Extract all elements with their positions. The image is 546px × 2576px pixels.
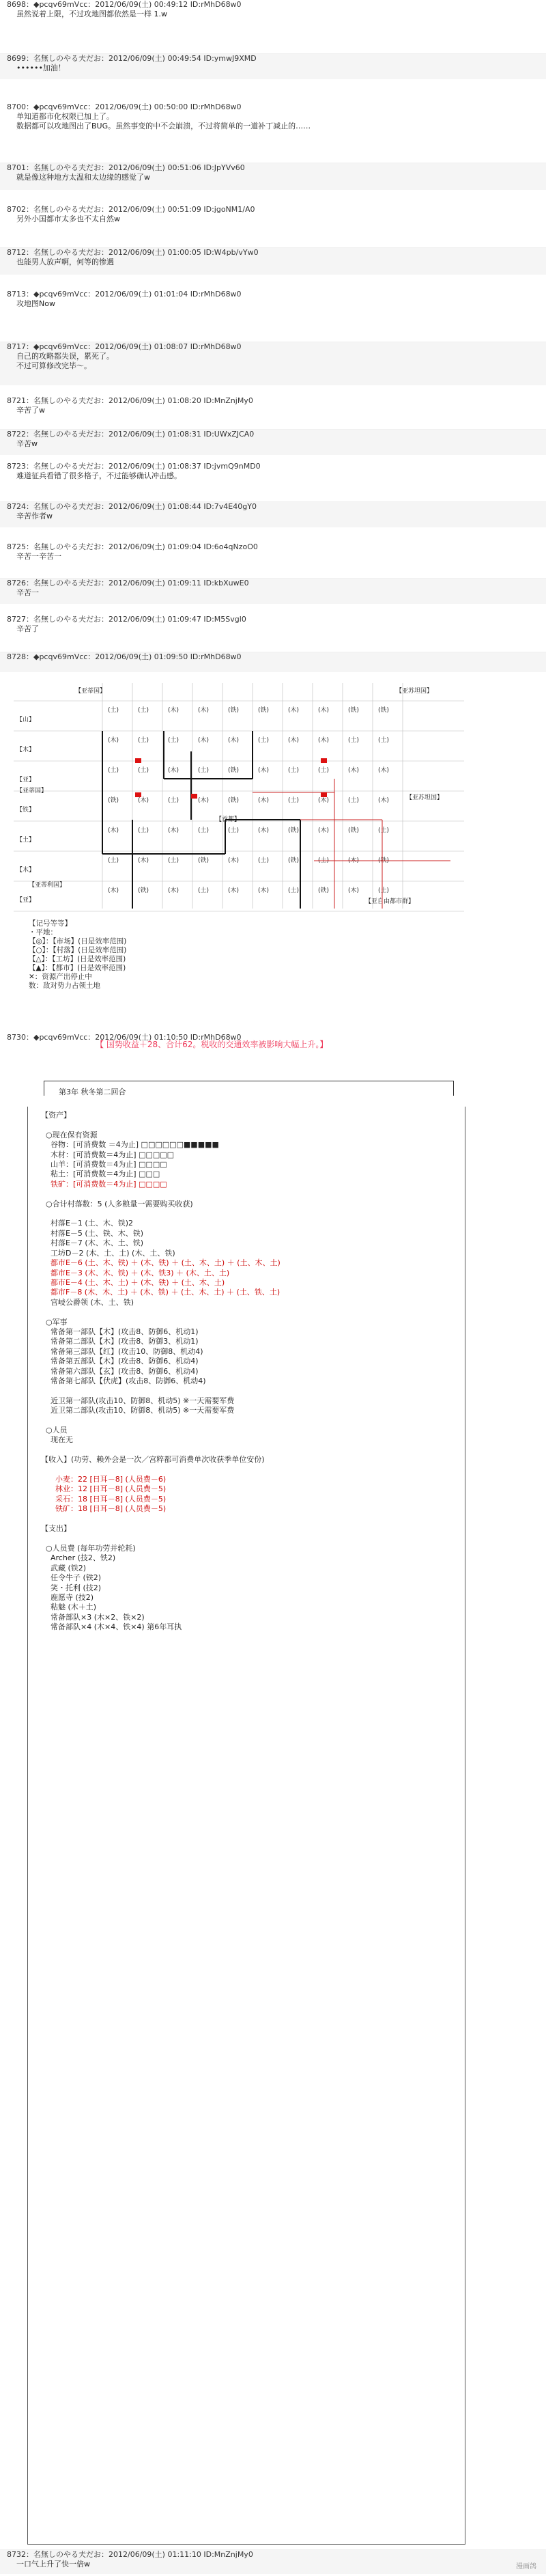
- post-line: 辛苦一: [16, 588, 39, 597]
- status-line: [41, 1189, 281, 1199]
- legend-line: 【△】：【工坊】(日是效率范围): [29, 955, 126, 963]
- map-cell: (木): [168, 767, 179, 774]
- status-line: ○人员费 (每年功劳并轮耗): [41, 1543, 136, 1553]
- status-line: 常备第六部队【玄】(攻击8、防御6、机动4): [41, 1366, 199, 1376]
- legend-line: 数：敌对势力占领土地: [29, 982, 100, 990]
- map-cell: (木): [138, 797, 149, 804]
- post: [0, 342, 546, 385]
- map-cell: (木): [258, 797, 270, 804]
- post: [0, 429, 546, 455]
- status-line: 【资产】: [41, 1111, 71, 1120]
- post-header: 8701：名無しのやる夫だお：2012/06/09(土) 00:51:06 ID:JpYVv60: [7, 163, 245, 172]
- map-cell: (土): [138, 767, 149, 774]
- map-cell: (铁): [198, 857, 210, 864]
- map-cell: (木): [318, 737, 330, 744]
- status-line: 都市E－3 (木、木、铁) ＋ (木、铁3) ＋ (木、土、土): [41, 1268, 230, 1277]
- map-cell: (木): [198, 737, 210, 744]
- status-line: 都市F－8 (木、木、土) ＋ (木、铁) ＋ (土、木、土) ＋ (土、铁、土): [41, 1288, 281, 1297]
- status-line: [41, 1120, 281, 1130]
- map-cell: (土): [288, 767, 300, 774]
- post-header: 8700：◆pcqv69mVcc：2012/06/09(土) 00:50:00 ID:rMhD68w0: [7, 102, 242, 111]
- status-line: 村落E－5 (土、铁、木、铁): [41, 1228, 144, 1238]
- enemy-marker: [321, 758, 327, 763]
- map-cell: (土): [108, 707, 119, 714]
- post-header: 8724：名無しのやる夫だお：2012/06/09(土) 01:08:44 ID:7v4E40gY0: [7, 502, 257, 511]
- status-line: 山羊：[可消费数＝4为止] □□□□: [41, 1160, 167, 1169]
- post: [0, 163, 546, 190]
- map-cell: (木): [288, 737, 300, 744]
- post-line: 自己的攻略都失误，累死了。: [16, 352, 114, 361]
- post-header: 8728：◆pcqv69mVcc：2012/06/09(土) 01:09:50 ID:rMhD68w0: [7, 652, 242, 661]
- map-cell: (铁): [108, 797, 119, 804]
- map-cell: (木): [258, 827, 270, 834]
- post: [0, 615, 546, 641]
- post-header: 8723：名無しのやる夫だお：2012/06/09(土) 01:08:37 ID:jvmQ9nMD0: [7, 462, 261, 471]
- status-line: 【收入】(功劳、赖外会是一次／宫粹都可消费单次收获季单位安份): [41, 1455, 265, 1465]
- status-sections: [41, 1111, 281, 1633]
- status-line: 常备部队×3 (木×2、铁×2): [41, 1612, 145, 1622]
- map-cell: (土): [348, 737, 360, 744]
- map-cell: (木): [108, 887, 119, 894]
- map-cell: (土): [198, 767, 210, 774]
- map-cell: (铁): [378, 707, 390, 714]
- map-label-east-top: 【亚苏坦国】: [396, 688, 433, 695]
- map-cell: (土): [168, 797, 179, 804]
- post-line: 数据都可以攻地图出了BUG。虽然事变的中不会崩溃，不过将简单的一道补丁减止的……: [16, 122, 311, 130]
- status-line: 常备第二部队【木】(攻击8、防御3、机动1): [41, 1337, 199, 1346]
- post-line: 也能男人放声啊，何等的惨遇: [16, 258, 114, 266]
- map-cell: (木): [378, 797, 390, 804]
- post: [0, 396, 546, 422]
- map-cell: (土): [318, 767, 330, 774]
- status-line: [41, 1534, 281, 1543]
- map-cell: (铁): [348, 707, 360, 714]
- post-line: 单知道都市化权限已加上了。: [16, 112, 114, 121]
- post-header: 8725：名無しのやる夫だお：2012/06/09(土) 01:09:04 ID:6o4qNzoO0: [7, 542, 258, 551]
- map-cell: (土): [228, 827, 240, 834]
- post-header: 8698：◆pcqv69mVcc：2012/06/09(土) 00:49:12 ID:rMhD68w0: [7, 0, 242, 9]
- map-cell: (铁): [228, 797, 240, 804]
- status-line: 铁矿：18 [日耳－8] (人员费－5): [41, 1504, 167, 1514]
- enemy-marker: [135, 758, 141, 763]
- status-line: ○人员: [41, 1426, 68, 1435]
- post-header: 8727：名無しのやる夫だお：2012/06/09(土) 01:09:47 ID:M5Svgl0: [7, 615, 246, 624]
- status-line: 常备第七部队【伏虎】(攻击8、防御6、机动4): [41, 1376, 206, 1385]
- map-cell: (土): [348, 797, 360, 804]
- map-cell: (土): [168, 857, 179, 864]
- map-cell: (木): [168, 707, 179, 714]
- map-cell: (木): [258, 767, 270, 774]
- legend-line: ✕：资源产出停止中: [29, 973, 92, 981]
- post-line: 一口气上升了快一倍w: [16, 2560, 90, 2568]
- map-cell: (木): [318, 827, 330, 834]
- map-cell: (木): [288, 707, 300, 714]
- map-cell: (木): [258, 887, 270, 894]
- map-cell: (土): [138, 737, 149, 744]
- status-line: 笑・托利 (技2): [41, 1583, 102, 1592]
- post-header: 8721：名無しのやる夫だお：2012/06/09(土) 01:08:20 ID:MnZnjMy0: [7, 396, 253, 405]
- map-label-capital: 【首都】: [216, 816, 241, 823]
- post-header: 8722：名無しのやる夫だお：2012/06/09(土) 01:08:31 ID:UWxZJCA0: [7, 430, 255, 439]
- map-cell: (土): [138, 707, 149, 714]
- post-line: 攻地图Now: [16, 299, 55, 308]
- map-label-west-mid: 【亚蒂国】: [16, 788, 48, 794]
- post-header: 8713：◆pcqv69mVcc：2012/06/09(土) 01:01:04 ID:rMhD68w0: [7, 290, 242, 299]
- row-label: 【亚】: [16, 777, 35, 784]
- row-label: 【亚】: [16, 897, 35, 904]
- status-line: 宫岐公爵领 (木、土、铁): [41, 1297, 134, 1307]
- post-line: 辛苦了: [16, 624, 39, 633]
- map-label-east-bottom: 【亚自由都市群】: [365, 898, 415, 905]
- map-cell: (木): [228, 737, 240, 744]
- map-label-east-mid: 【亚苏坦国】: [406, 794, 444, 801]
- status-line: 武藏 (铁2): [41, 1563, 87, 1573]
- map-cell: (土): [378, 737, 390, 744]
- status-line: 林业：12 [日耳－8] (人员费－5): [41, 1484, 167, 1494]
- site-watermark: 漫画鸽: [516, 2563, 536, 2571]
- status-line: ○军事: [41, 1317, 68, 1327]
- map-cell: (铁): [288, 827, 300, 834]
- map-cell: (铁): [318, 887, 330, 894]
- post-line: ••••••加油！: [16, 64, 66, 72]
- map-cell: (铁): [288, 857, 300, 864]
- status-line: 粘魅 (木＋土): [41, 1603, 97, 1612]
- status-line: 常备第一部队【木】(攻击8、防御6、机动1): [41, 1327, 199, 1336]
- status-line: 都市E－4 (土、木、土) ＋ (木、铁) ＋ (土、木、土): [41, 1277, 225, 1287]
- status-line: 常备部队×4 (木×4、铁×4) 第6年耳执: [41, 1622, 182, 1632]
- map-cell: (木): [228, 887, 240, 894]
- status-line: 木材：[可消费数＝4为止] □□□□□: [41, 1150, 175, 1159]
- map-cell: (木): [378, 767, 390, 774]
- status-line: [41, 1416, 281, 1426]
- map-cell: (木): [348, 857, 360, 864]
- status-line: 任令牛子 (铁2): [41, 1573, 102, 1583]
- status-line: [41, 1445, 281, 1455]
- enemy-marker: [321, 792, 327, 797]
- post-header: 8732：名無しのやる夫だお：2012/06/09(土) 01:11:10 ID:MnZnjMy0: [7, 2550, 253, 2559]
- map-cell: (铁): [228, 767, 240, 774]
- post-line: 辛苦w: [16, 439, 38, 448]
- status-line: 村落E－7 (木、木、土、铁): [41, 1238, 144, 1248]
- post-header: 8730：◆pcqv69mVcc：2012/06/09(土) 01:10:50 ID:rMhD68w0: [7, 1033, 242, 1042]
- post-line: 辛苦作者w: [16, 512, 53, 521]
- map-cell: (土): [288, 797, 300, 804]
- map-cell: (木): [318, 707, 330, 714]
- status-line: 近卫第二部队(攻击10、防御8、机动5) ※一天需要军费: [41, 1406, 235, 1415]
- post: [0, 542, 546, 568]
- status-line: Archer (技2、铁2): [41, 1553, 116, 1563]
- map-cell: (土): [138, 827, 149, 834]
- status-line: 常备第三部队【红】(攻击10、防御8、机动4): [41, 1346, 203, 1356]
- post-line: 不过可算修改完毕～。: [16, 361, 91, 370]
- status-line: 都市E－6 (土、木、铁) ＋ (木、铁) ＋ (土、木、土) ＋ (土、木、土): [41, 1258, 281, 1268]
- map-cell: (土): [108, 857, 119, 864]
- map-cell: (木): [348, 887, 360, 894]
- map-cell: (木): [168, 887, 179, 894]
- row-label: 【土】: [16, 837, 35, 844]
- post-line: 辛苦了w: [16, 406, 45, 415]
- row-label: 【木】: [16, 747, 35, 753]
- map-cell: (土): [318, 857, 330, 864]
- post: [0, 652, 546, 672]
- map-cell: (木): [168, 827, 179, 834]
- map-cell: (土): [258, 737, 270, 744]
- post: [0, 501, 546, 527]
- map-cell: (土): [198, 887, 210, 894]
- status-line: 粘土：[可消费数＝4为止] □□□: [41, 1169, 160, 1179]
- post: [0, 247, 546, 275]
- status-line: 近卫第一部队(攻击10、防御8、机动5) ※一天需要军费: [41, 1396, 235, 1405]
- post-header: 8726：名無しのやる夫だお：2012/06/09(土) 01:09:11 ID:kbXuwE0: [7, 579, 249, 587]
- post: [0, 2549, 546, 2574]
- post: [0, 578, 546, 604]
- map-cell: (铁): [348, 827, 360, 834]
- post-header: 8712：名無しのやる夫だお：2012/06/09(土) 01:00:05 ID:W4pb/vYw0: [7, 248, 259, 257]
- map-cell: (木): [198, 707, 210, 714]
- post: [0, 102, 546, 150]
- enemy-marker: [191, 794, 197, 799]
- map-cell: (铁): [378, 857, 390, 864]
- round-title: 第3年 秋冬第二回合: [59, 1088, 126, 1096]
- map-cell: (木): [348, 767, 360, 774]
- strategy-map: [14, 683, 464, 919]
- map-cell: (土): [378, 827, 390, 834]
- legend-line: 【▲】：【都市】(日是效率范围): [29, 964, 126, 972]
- status-line: 工坊D－2 (木、土、土) (木、土、铁): [41, 1248, 175, 1258]
- map-cell: (铁): [258, 707, 270, 714]
- map-cell: (铁): [138, 887, 149, 894]
- map-cell: (铁): [228, 707, 240, 714]
- status-line: [41, 1209, 281, 1219]
- status-line: [41, 1307, 281, 1317]
- post: [0, 205, 546, 232]
- legend-line: 【记号等等】: [29, 919, 72, 928]
- map-cell: (木): [108, 827, 119, 834]
- enemy-marker: [135, 792, 141, 797]
- post: [0, 53, 546, 79]
- post-line: 辛苦一辛苦一: [16, 552, 61, 561]
- map-cell: (木): [228, 857, 240, 864]
- post-line: 另外小国都市太多也不太自然w: [16, 214, 120, 223]
- map-cell: (木): [198, 797, 210, 804]
- post-header: 8699：名無しのやる夫だお：2012/06/09(土) 00:49:54 ID:ymwJ9XMD: [7, 54, 257, 63]
- post-line: 难道征兵看错了很多格子，不过能够确认冲击感。: [16, 471, 182, 480]
- map-cell: (木): [318, 797, 330, 804]
- legend-line: 【○】：【村落】(日是效率范围): [29, 946, 127, 954]
- status-line: 采石：18 [日耳－8] (人员费－5): [41, 1494, 167, 1504]
- row-label: 【山】: [16, 717, 35, 723]
- status-line: 谷物：[可消费数 ＝4为止] □□□□□□■■■■■: [41, 1140, 219, 1150]
- status-line: [41, 1465, 281, 1475]
- row-label: 【铁】: [16, 807, 35, 814]
- status-line: 铁矿：[可消费数＝4为止] □□□□: [41, 1179, 167, 1189]
- status-line: 小麦：22 [日耳－8] (人员费－6): [41, 1475, 167, 1484]
- status-line: 【支出】: [41, 1524, 71, 1534]
- map-cell: (土): [198, 827, 210, 834]
- post-header: 8717：◆pcqv69mVcc：2012/06/09(土) 01:08:07 ID:rMhD68w0: [7, 342, 242, 351]
- status-line: [41, 1386, 281, 1396]
- row-label: 【木】: [16, 867, 35, 874]
- map-label-west-bottom: 【亚蒂利国】: [29, 882, 66, 889]
- map-cell: (土): [168, 737, 179, 744]
- legend-line: 【◎】：【市场】(日是效率范围): [29, 937, 127, 945]
- status-line: ○现在保有资源: [41, 1130, 98, 1139]
- post: [0, 462, 546, 495]
- map-legend: [29, 919, 126, 991]
- status-line: 鹿愿寺 (技2): [41, 1592, 94, 1602]
- map-cell: (土): [288, 887, 300, 894]
- status-line: 村落E－1 (土、木、铁)2: [41, 1219, 134, 1228]
- status-line: 现在无: [41, 1435, 73, 1445]
- post: [0, 0, 546, 26]
- map-label-west-top: 【亚蒂国】: [75, 688, 106, 695]
- map-cell: (土): [258, 857, 270, 864]
- status-line: [41, 1514, 281, 1524]
- post-line: 虽然说着上限，不过攻地图都依然是一样 1.w: [16, 10, 167, 18]
- map-cell: (土): [378, 887, 390, 894]
- status-line: 常备第五部队【木】(攻击8、防御6、机动4): [41, 1357, 199, 1366]
- post: [0, 290, 546, 317]
- post-header: 8702：名無しのやる夫だお：2012/06/09(土) 00:51:09 ID:jgoNM1/A0: [7, 205, 255, 214]
- legend-line: ・平地：: [29, 928, 57, 937]
- map-cell: (木): [138, 857, 149, 864]
- income-notice: 【 国势收益＋28、合计62。税收的交通效率被影响大幅上升。】: [96, 1040, 328, 1049]
- map-cell: (木): [108, 737, 119, 744]
- post-line: 就是像这种地方太温和太边缘的感觉了w: [16, 173, 150, 182]
- map-cell: (土): [108, 767, 119, 774]
- status-line: ○合计村落数：5 (人多粮量一需要购买收获): [41, 1199, 193, 1208]
